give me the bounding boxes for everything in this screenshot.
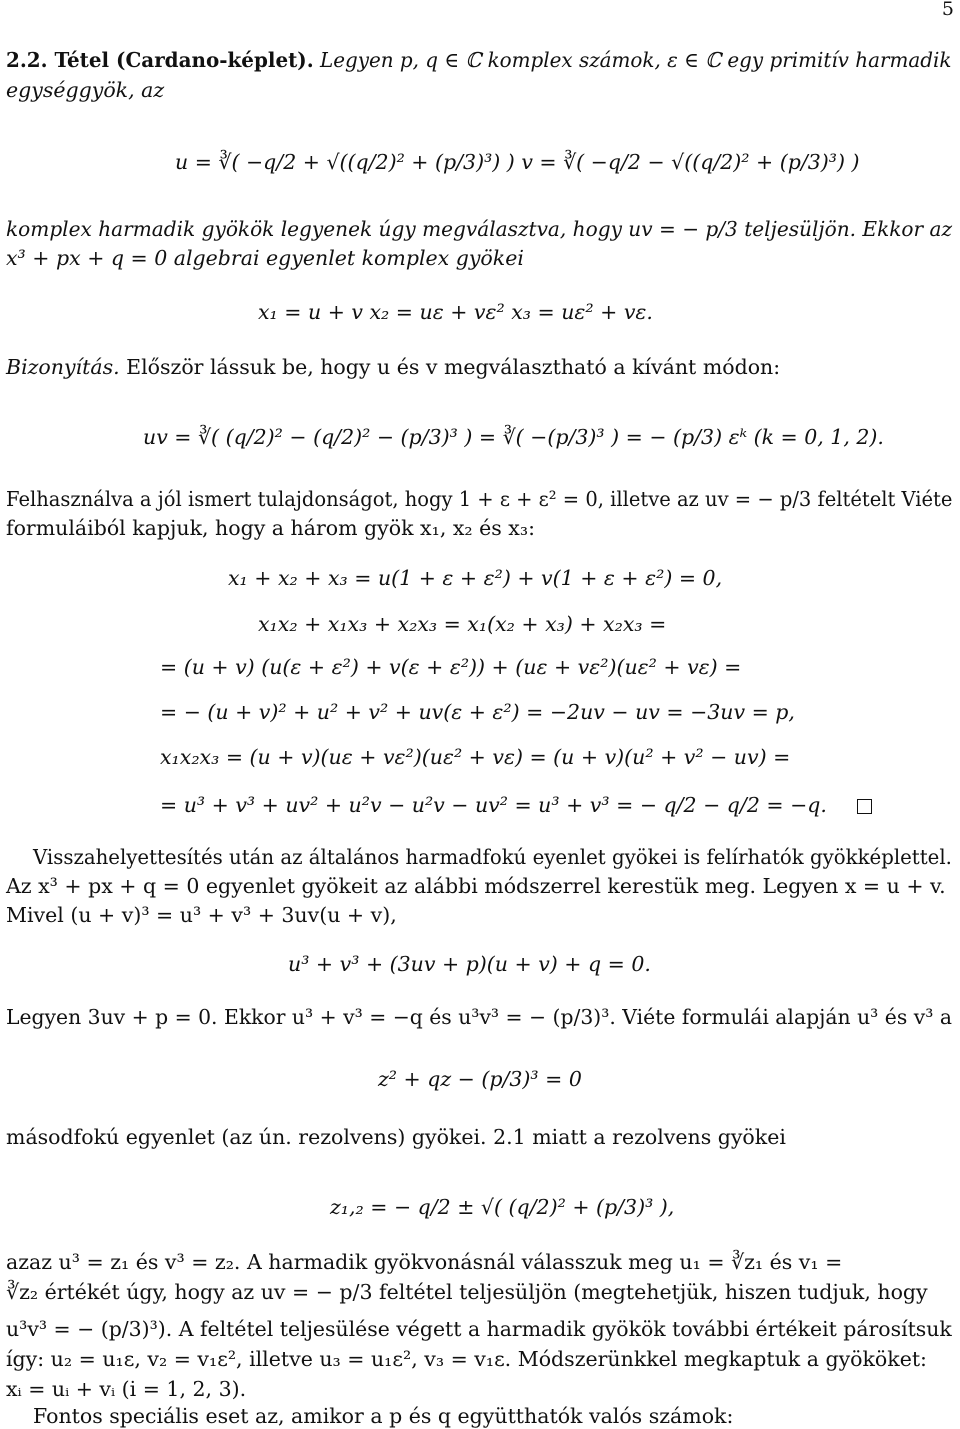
vieta-product: x₁x₂x₃ = (u + v)(uε + vε²)(uε² + vε) = (u + v)(u² + v² − uv) = (160, 745, 791, 769)
vieta-sum: x₁ + x₂ + x₃ = u(1 + ε + ε²) + v(1 + ε + ε²) = 0, (228, 566, 723, 590)
qed-box-icon (857, 799, 872, 814)
proof-line-1 (6, 355, 780, 379)
theorem-statement: Legyen p, q ∈ ℂ komplex számok, ε ∈ ℂ egy primitív harmadik (319, 48, 952, 72)
para2-line-2: Az x³ + px + q = 0 egyenlet gyökeit az alábbi módszerrel kerestük meg. Legyen x = u + v. (6, 874, 946, 898)
proof-intro: Először lássuk be, hogy u és v megválasztható a kívánt módon: (126, 355, 781, 379)
formula-u-v: u = ∛( −q/2 + √((q/2)² + (p/3)³) ) v = ∛( −q/2 − √((q/2)² + (p/3)³) ) (175, 150, 860, 174)
formula-roots: x₁ = u + v x₂ = uε + vε² x₃ = uε² + vε. (258, 300, 653, 324)
theorem-line-3: komplex harmadik gyökök legyenek úgy megválasztva, hogy uv = − p/3 teljesüljön. Ekkor az (6, 217, 953, 241)
formula-uv-product: uv = ∛( (q/2)² − (q/2)² − (p/3)³ ) = ∛( −(p/3)³ ) = − (p/3) εᵏ (k = 0, 1, 2). (143, 425, 884, 449)
substituted-equation: u³ + v³ + (3uv + p)(u + v) + q = 0. (288, 952, 651, 976)
resolvent-roots: z₁,₂ = − q/2 ± √( (q/2)² + (p/3)³ ), (330, 1195, 675, 1219)
para4-line-1: azaz u³ = z₁ és v³ = z₂. A harmadik gyökvonásnál válasszuk meg u₁ = ∛z₁ és v₁ = (6, 1250, 843, 1274)
theorem-line-2: egységgyök, az (6, 78, 165, 102)
para4-line-4: így: u₂ = u₁ε, v₂ = v₁ε², illetve u₃ = u₁ε², v₃ = v₁ε. Módszerünkkel megkaptuk a gyököket: (6, 1347, 927, 1371)
para4-line-2: ∛z₂ értékét úgy, hogy az uv = − p/3 feltétel teljesüljön (megtehetjük, hiszen tudjuk, hogy (6, 1280, 928, 1304)
resolvent-equation: z² + qz − (p/3)³ = 0 (378, 1067, 582, 1091)
para3-line-2: másodfokú egyenlet (az ún. rezolvens) gyökei. 2.1 miatt a rezolvens gyökei (6, 1125, 786, 1149)
vieta-pair-sum-step-1: = (u + v) (u(ε + ε²) + v(ε + ε²)) + (uε + vε²)(uε² + vε) = (160, 655, 742, 679)
proof-para-line-1: Felhasználva a jól ismert tulajdonságot, hogy 1 + ε + ε² = 0, illetve az uv = − p/3 feltételt Viéte (6, 487, 953, 511)
theorem-line-4: x³ + px + q = 0 algebrai egyenlet komplex gyökei (6, 246, 524, 270)
proof-label: Bizonyítás. (6, 355, 120, 379)
para3-line-1: Legyen 3uv + p = 0. Ekkor u³ + v³ = −q és u³v³ = − (p/3)³. Viéte formulái alapján u³ és v³ a (6, 1005, 952, 1029)
vieta-pair-sum-step-2: = − (u + v)² + u² + v² + uv(ε + ε²) = −2uv − uv = −3uv = p, (160, 700, 795, 724)
para4-line-5: xᵢ = uᵢ + vᵢ (i = 1, 2, 3). (6, 1377, 247, 1401)
para4-line-3: u³v³ = − (p/3)³). A feltétel teljesülése végett a harmadik gyökök további értékeit párosítsuk (6, 1317, 952, 1341)
theorem-line-1 (6, 48, 951, 72)
para2-line-3: Mivel (u + v)³ = u³ + v³ + 3uv(u + v), (6, 903, 397, 927)
page-number: 5 (941, 0, 954, 20)
theorem-title: 2.2. Tétel (Cardano-képlet). (6, 48, 314, 72)
para2-line-1: Visszahelyettesítés után az általános harmadfokú eyenlet gyökei is felírhatók gyökképlettel. (33, 845, 952, 869)
vieta-product-text: = u³ + v³ + uv² + u²v − u²v − uv² = u³ + v³ = − q/2 − q/2 = −q. (160, 793, 827, 817)
proof-para-line-2: formuláiból kapjuk, hogy a három gyök x₁, x₂ és x₃: (6, 516, 535, 540)
vieta-pair-sum: x₁x₂ + x₁x₃ + x₂x₃ = x₁(x₂ + x₃) + x₂x₃ = (258, 612, 667, 636)
para4-line-6: Fontos speciális eset az, amikor a p és q együtthatók valós számok: (33, 1404, 734, 1428)
vieta-product-step (160, 793, 872, 817)
